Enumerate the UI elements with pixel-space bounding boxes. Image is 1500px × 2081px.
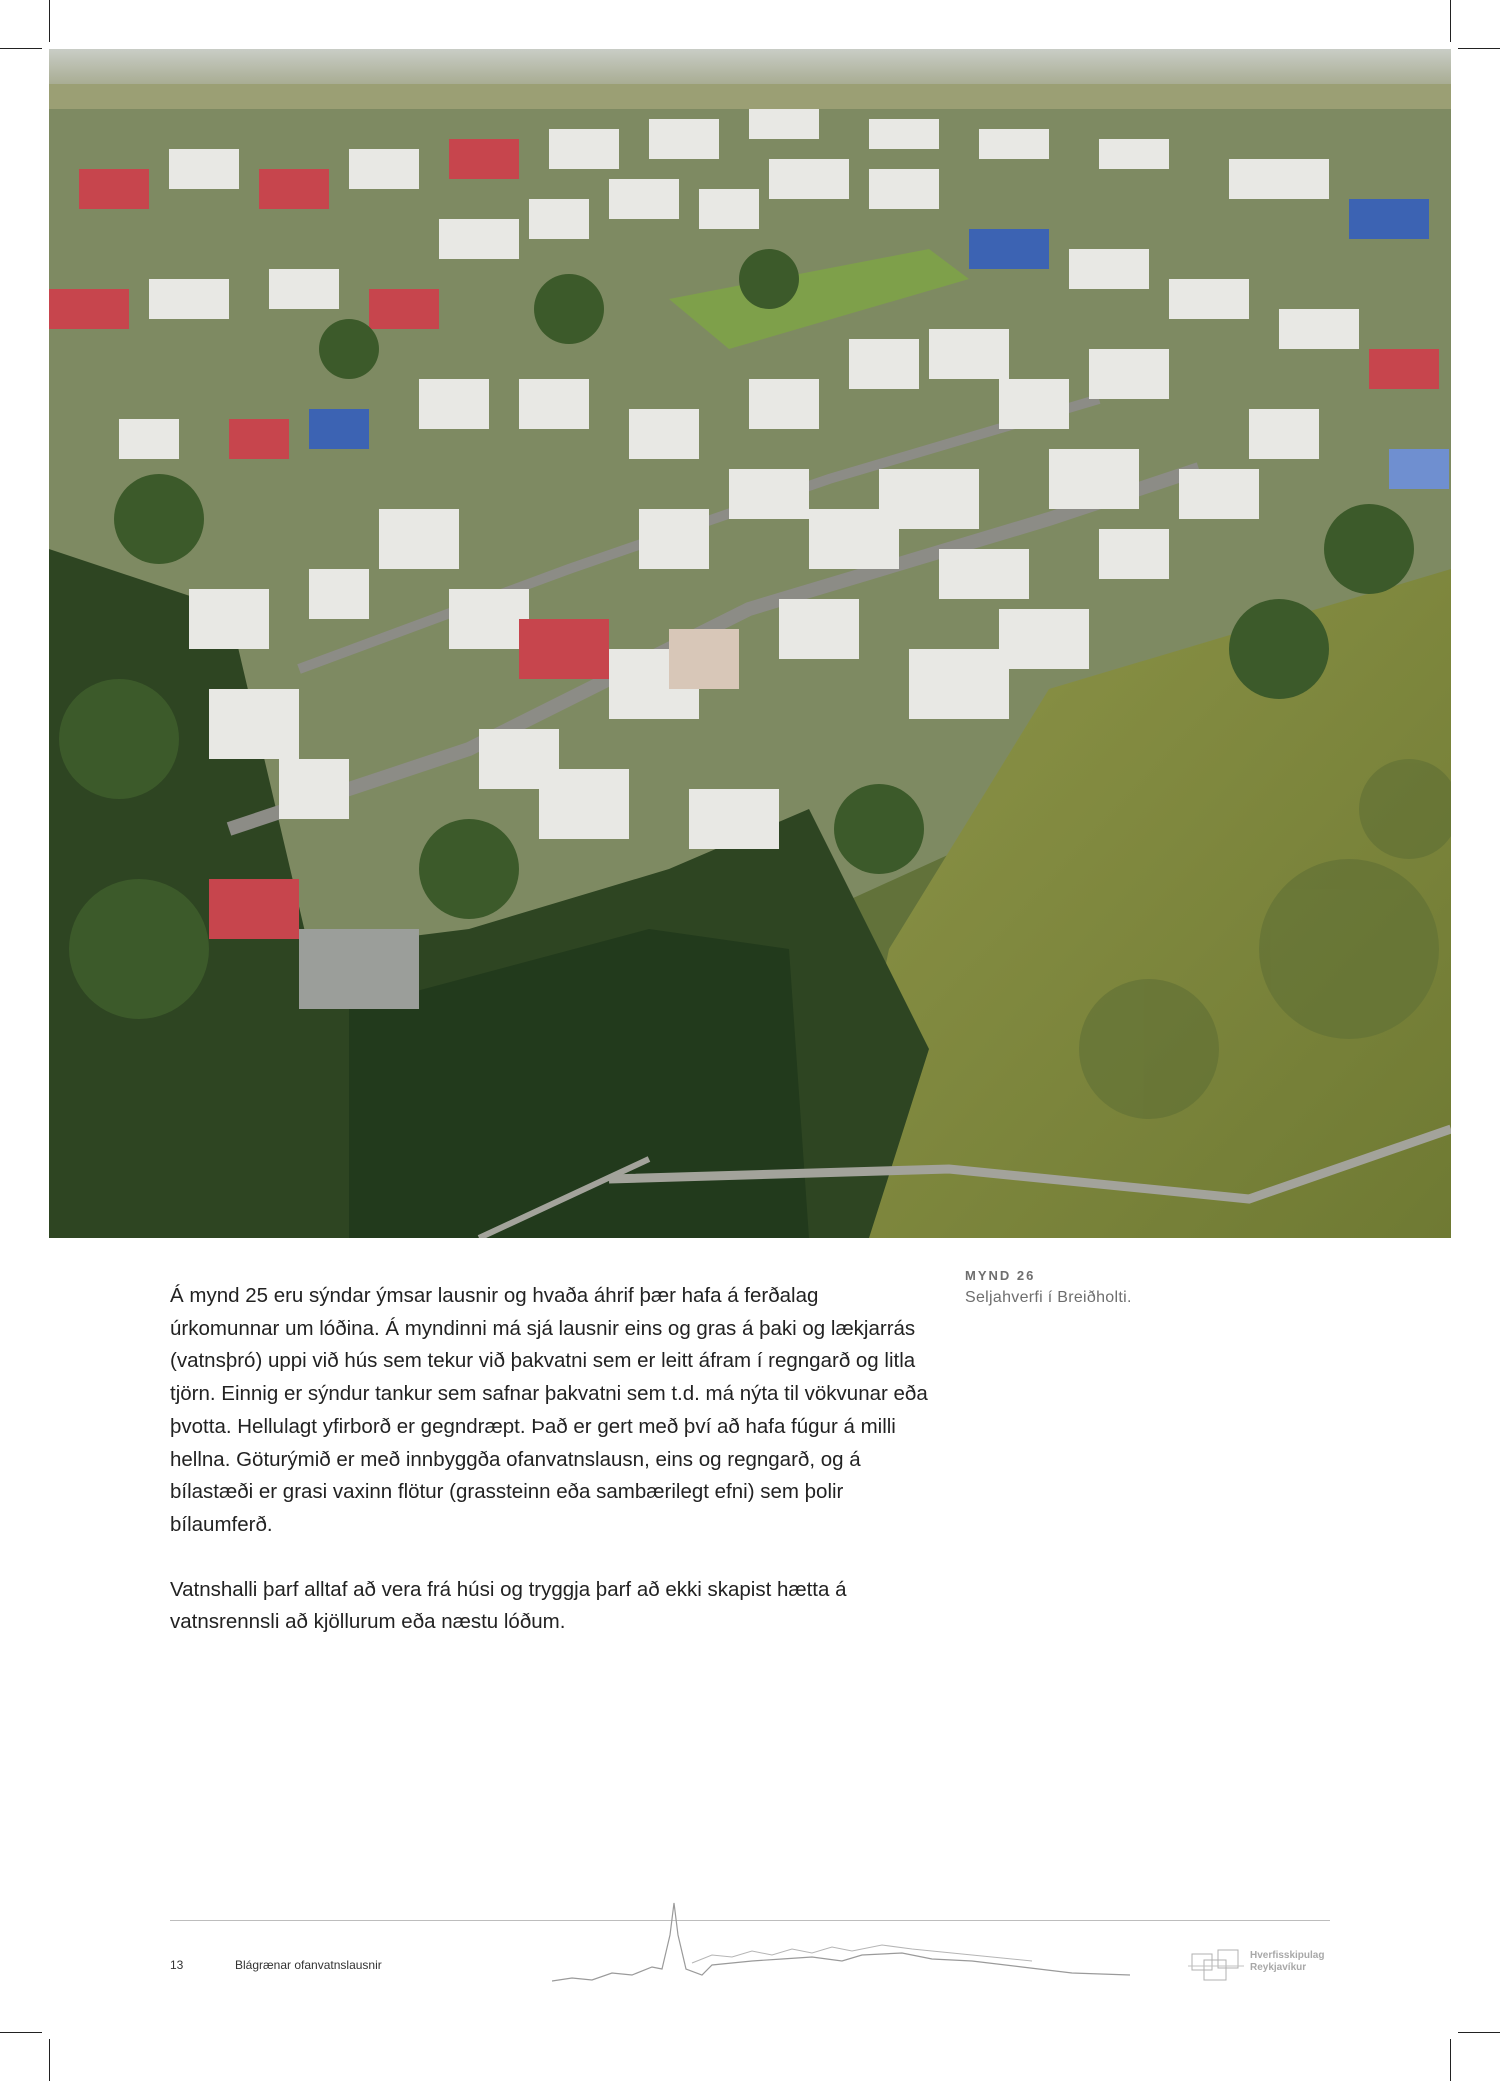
crop-mark — [1458, 2032, 1500, 2033]
logo-text — [1250, 1950, 1324, 1974]
crop-mark — [0, 48, 42, 49]
figure-label: MYND 26 — [965, 1268, 1036, 1283]
logo-line: Hverfisskipulag — [1250, 1950, 1325, 1961]
page-number: 13 — [170, 1958, 184, 1972]
crop-mark — [0, 2032, 42, 2033]
skyline-illustration — [552, 1895, 1130, 1985]
figure-caption — [965, 1268, 1325, 1307]
document-title: Blágrænar ofanvatnslausnir — [235, 1958, 382, 1972]
paragraph: Vatnshalli þarf alltaf að vera frá húsi og tryggja þarf að ekki skapist hætta á vatnsrennsli að kjöllurum eða næstu lóðum. — [170, 1577, 847, 1634]
paragraph: Á mynd 25 eru sýndar ýmsar lausnir og hvaða áhrif þær hafa á ferðalag úrkomunnar um lóðina. Á myndinni má sjá lausnir eins og gras á þaki og lækjarrás (vatnsþró) uppi við hús sem tekur við þakvatni sem er leitt áfram í regngarð og litla tjörn. Einnig er sýndur tankur sem safnar þakvatni sem t.d. má nýta til vökvunar eða þvotta. Hellulagt yfirborð er gegndræpt. Það er gert með því að hafa fúgur á milli hellna. Göturýmið er með innbyggða ofanvatnslausn, eins og regngarð, og á bílastæði er grasi vaxinn flötur (grassteinn eða sambærilegt efni) sem þolir bílaumferð. — [170, 1284, 928, 1536]
crop-mark — [1458, 48, 1500, 49]
body-text — [170, 1280, 930, 1671]
crop-mark — [1450, 0, 1451, 42]
crop-mark — [1450, 2039, 1451, 2081]
logo-line: Reykjavíkur — [1250, 1962, 1307, 1973]
crop-mark — [49, 2039, 50, 2081]
aerial-photo — [49, 49, 1451, 1238]
figure-caption-text: Seljahverfi í Breiðholti. — [965, 1289, 1132, 1306]
crop-mark — [49, 0, 50, 42]
